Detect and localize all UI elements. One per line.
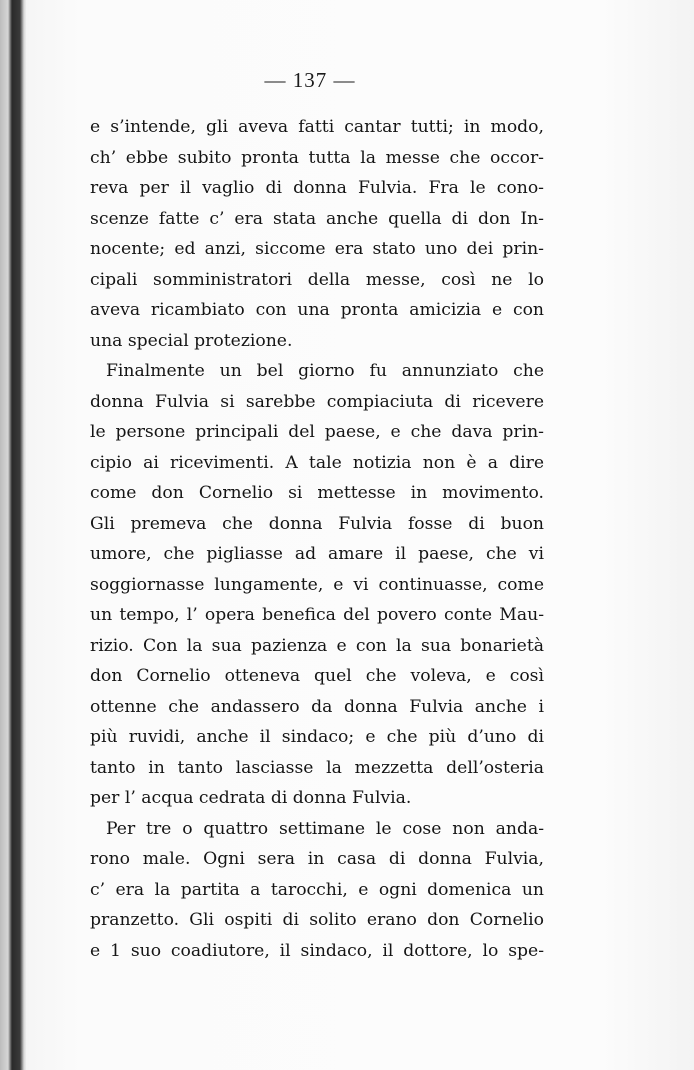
text-line: per l’ acqua cedrata di donna Fulvia. <box>90 788 412 808</box>
text-line: tanto in tanto lasciasse la mezzetta dell’osteria <box>90 757 544 778</box>
text-line: donna Fulvia si sarebbe compiaciuta di ricevere <box>90 391 544 412</box>
text-line: rizio. Con la sua pazienza e con la sua bonarietà <box>90 635 544 656</box>
text-line: reva per il vaglio di donna Fulvia. Fra le cono- <box>90 178 544 198</box>
text-line: e 1 suo coadiutore, il sindaco, il dottore, lo spe- <box>90 940 544 961</box>
text-line: aveva ricambiato con una pronta amicizia e con <box>90 300 544 320</box>
book-spine-shadow <box>0 0 26 1070</box>
text-line: le persone principali del paese, e che dava prin- <box>90 422 544 442</box>
text-line: Finalmente un bel giorno fu annunziato che <box>106 361 544 381</box>
text-line: rono male. Ogni sera in casa di donna Fulvia, <box>90 849 544 869</box>
text-line: Gli premeva che donna Fulvia fosse di buon <box>90 513 544 534</box>
text-line: come don Cornelio si mettesse in movimento. <box>90 483 544 503</box>
text-line: pranzetto. Gli ospiti di solito erano don Cornelio <box>90 910 544 930</box>
text-line: don Cornelio otteneva quel che voleva, e così <box>90 666 544 686</box>
text-line: e s’intende, gli aveva fatti cantar tutti; in modo, <box>90 117 544 137</box>
text-line: ch’ ebbe subito pronta tutta la messe che occor- <box>90 147 544 168</box>
text-line: nocente; ed anzi, siccome era stato uno dei prin- <box>90 239 544 259</box>
text-line: cipali somministratori della messe, così ne lo <box>90 269 544 290</box>
text-line: Per tre o quattro settimane le cose non anda- <box>106 818 544 839</box>
body-text <box>90 112 544 966</box>
text-line: più ruvidi, anche il sindaco; e che più d’uno di <box>90 727 544 747</box>
text-line: c’ era la partita a tarocchi, e ogni domenica un <box>90 879 544 900</box>
text-line: ottenne che andassero da donna Fulvia anche i <box>90 696 544 717</box>
text-line: scenze fatte c’ era stata anche quella di don In- <box>90 208 544 229</box>
text-line: una special protezione. <box>90 330 293 351</box>
text-line: cipio ai ricevimenti. A tale notizia non è a dire <box>90 452 544 473</box>
text-line: un tempo, l’ opera benefica del povero conte Mau- <box>90 605 544 625</box>
text-line: umore, che pigliasse ad amare il paese, che vi <box>90 544 544 564</box>
text-line: soggiornasse lungamente, e vi continuasse, come <box>90 574 544 595</box>
page-number: — 137 — <box>264 68 356 92</box>
